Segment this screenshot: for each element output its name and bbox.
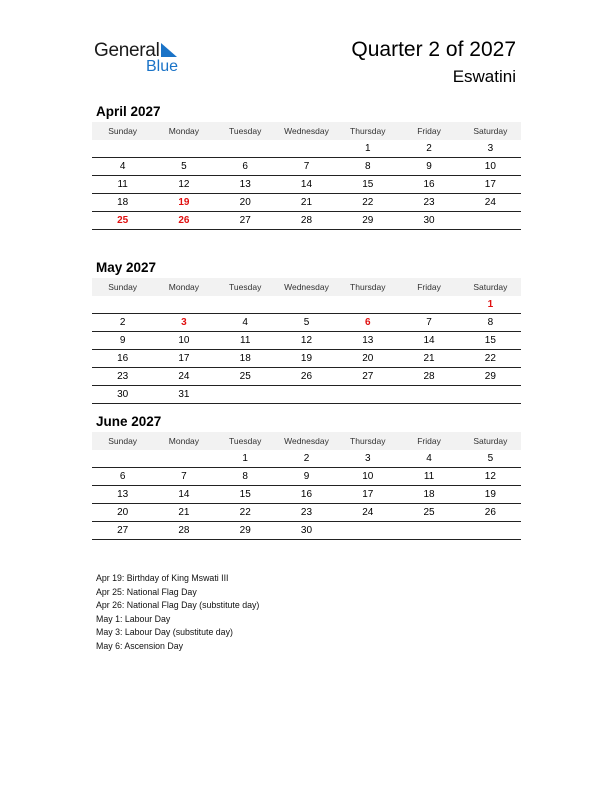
day-cell: 1: [460, 296, 521, 314]
day-cell: 20: [92, 504, 153, 522]
empty-day-cell: [337, 386, 398, 404]
week-row: [92, 314, 521, 332]
day-cell: 9: [398, 158, 459, 176]
day-cell: 25: [215, 368, 276, 386]
day-cell: 10: [153, 332, 214, 350]
day-cell: 18: [215, 350, 276, 368]
day-cell: 23: [92, 368, 153, 386]
weekday-header: Friday: [398, 278, 459, 296]
day-cell: 11: [92, 176, 153, 194]
day-cell: 22: [337, 194, 398, 212]
logo-triangle-icon: [161, 43, 177, 57]
empty-day-cell: [398, 386, 459, 404]
day-cell: 26: [276, 368, 337, 386]
empty-day-cell: [153, 140, 214, 158]
week-row: [92, 350, 521, 368]
empty-day-cell: [276, 386, 337, 404]
day-cell: 27: [337, 368, 398, 386]
logo-text-blue: Blue: [146, 58, 179, 75]
day-cell: 23: [276, 504, 337, 522]
day-cell: 22: [215, 504, 276, 522]
day-cell: 17: [460, 176, 521, 194]
weekday-header: Sunday: [92, 432, 153, 450]
country-name: Eswatini: [452, 67, 516, 86]
weekday-header: Saturday: [460, 122, 521, 140]
day-cell: 14: [398, 332, 459, 350]
day-cell: 12: [276, 332, 337, 350]
weekday-header: Sunday: [92, 278, 153, 296]
day-cell: 22: [460, 350, 521, 368]
week-row: [92, 296, 521, 314]
generalblue-logo: [94, 40, 194, 78]
weekday-header: Tuesday: [215, 432, 276, 450]
week-row: [92, 140, 521, 158]
day-cell: 30: [398, 212, 459, 230]
weekday-header: Saturday: [460, 278, 521, 296]
day-cell: 30: [276, 522, 337, 540]
empty-day-cell: [153, 450, 214, 468]
day-cell: 16: [398, 176, 459, 194]
empty-day-cell: [92, 296, 153, 314]
empty-day-cell: [92, 140, 153, 158]
day-cell: 12: [153, 176, 214, 194]
empty-day-cell: [337, 296, 398, 314]
empty-day-cell: [398, 296, 459, 314]
day-cell: 1: [337, 140, 398, 158]
weekday-header: Thursday: [337, 122, 398, 140]
day-cell: 5: [460, 450, 521, 468]
day-cell: 16: [276, 486, 337, 504]
weekday-header: Friday: [398, 432, 459, 450]
day-cell: 29: [215, 522, 276, 540]
day-cell: 20: [215, 194, 276, 212]
day-cell: 4: [398, 450, 459, 468]
day-cell: 13: [337, 332, 398, 350]
week-row: [92, 332, 521, 350]
day-cell: 6: [92, 468, 153, 486]
week-row: [92, 212, 521, 230]
empty-day-cell: [153, 296, 214, 314]
day-cell: 14: [153, 486, 214, 504]
day-cell: 30: [92, 386, 153, 404]
day-cell: 19: [153, 194, 214, 212]
day-cell: 14: [276, 176, 337, 194]
day-cell: 6: [337, 314, 398, 332]
holiday-note: Apr 19: Birthday of King Mswati III: [96, 573, 229, 583]
empty-day-cell: [215, 386, 276, 404]
day-cell: 7: [153, 468, 214, 486]
holiday-note: May 3: Labour Day (substitute day): [96, 627, 233, 637]
weekday-header: Thursday: [337, 432, 398, 450]
month-block-april: [92, 102, 521, 230]
day-cell: 29: [460, 368, 521, 386]
empty-day-cell: [460, 522, 521, 540]
day-cell: 24: [460, 194, 521, 212]
day-cell: 4: [92, 158, 153, 176]
day-cell: 3: [460, 140, 521, 158]
weekday-header: Thursday: [337, 278, 398, 296]
day-cell: 21: [398, 350, 459, 368]
weekday-header: Tuesday: [215, 122, 276, 140]
day-cell: 15: [215, 486, 276, 504]
weekday-header: Sunday: [92, 122, 153, 140]
holiday-notes: [96, 572, 259, 653]
day-cell: 18: [398, 486, 459, 504]
week-row: [92, 504, 521, 522]
day-cell: 26: [460, 504, 521, 522]
day-cell: 17: [153, 350, 214, 368]
month-calendar-table: [92, 278, 521, 404]
day-cell: 3: [337, 450, 398, 468]
day-cell: 31: [153, 386, 214, 404]
day-cell: 28: [153, 522, 214, 540]
week-row: [92, 368, 521, 386]
weekday-header: Friday: [398, 122, 459, 140]
day-cell: 17: [337, 486, 398, 504]
empty-day-cell: [460, 212, 521, 230]
day-cell: 24: [153, 368, 214, 386]
week-row: [92, 158, 521, 176]
month-title: April 2027: [96, 104, 161, 119]
holiday-note: Apr 26: National Flag Day (substitute day): [96, 600, 260, 610]
day-cell: 11: [398, 468, 459, 486]
day-cell: 7: [398, 314, 459, 332]
day-cell: 24: [337, 504, 398, 522]
week-row: [92, 194, 521, 212]
day-cell: 12: [460, 468, 521, 486]
day-cell: 8: [460, 314, 521, 332]
weekday-header: Tuesday: [215, 278, 276, 296]
month-block-may: [92, 258, 521, 404]
day-cell: 2: [398, 140, 459, 158]
day-cell: 25: [398, 504, 459, 522]
day-cell: 13: [215, 176, 276, 194]
day-cell: 2: [276, 450, 337, 468]
day-cell: 3: [153, 314, 214, 332]
empty-day-cell: [398, 522, 459, 540]
holiday-note: Apr 25: National Flag Day: [96, 586, 197, 597]
empty-day-cell: [276, 140, 337, 158]
holiday-note: May 6: Ascension Day: [96, 640, 184, 651]
week-row: [92, 468, 521, 486]
day-cell: 1: [215, 450, 276, 468]
empty-day-cell: [460, 386, 521, 404]
week-row: [92, 486, 521, 504]
weekday-header-row: [92, 278, 521, 296]
holiday-note: May 1: Labour Day: [96, 613, 171, 624]
month-block-june: [92, 412, 521, 540]
day-cell: 9: [92, 332, 153, 350]
day-cell: 2: [92, 314, 153, 332]
weekday-header-row: [92, 432, 521, 450]
week-row: [92, 176, 521, 194]
empty-day-cell: [276, 296, 337, 314]
day-cell: 16: [92, 350, 153, 368]
empty-day-cell: [337, 522, 398, 540]
weekday-header: Monday: [153, 278, 214, 296]
page-title: Quarter 2 of 2027: [351, 38, 516, 61]
day-cell: 8: [215, 468, 276, 486]
day-cell: 19: [276, 350, 337, 368]
day-cell: 5: [276, 314, 337, 332]
logo-text-general: General: [94, 40, 160, 61]
day-cell: 21: [276, 194, 337, 212]
day-cell: 21: [153, 504, 214, 522]
day-cell: 28: [398, 368, 459, 386]
day-cell: 26: [153, 212, 214, 230]
day-cell: 10: [337, 468, 398, 486]
empty-day-cell: [215, 296, 276, 314]
day-cell: 6: [215, 158, 276, 176]
day-cell: 7: [276, 158, 337, 176]
day-cell: 8: [337, 158, 398, 176]
day-cell: 28: [276, 212, 337, 230]
empty-day-cell: [92, 450, 153, 468]
weekday-header-row: [92, 122, 521, 140]
weekday-header: Saturday: [460, 432, 521, 450]
empty-day-cell: [215, 140, 276, 158]
weekday-header: Wednesday: [276, 122, 337, 140]
week-row: [92, 450, 521, 468]
day-cell: 29: [337, 212, 398, 230]
weekday-header: Monday: [153, 122, 214, 140]
week-row: [92, 386, 521, 404]
day-cell: 9: [276, 468, 337, 486]
weekday-header: Wednesday: [276, 432, 337, 450]
week-row: [92, 522, 521, 540]
day-cell: 19: [460, 486, 521, 504]
month-title: May 2027: [96, 260, 157, 275]
day-cell: 11: [215, 332, 276, 350]
day-cell: 25: [92, 212, 153, 230]
day-cell: 10: [460, 158, 521, 176]
month-title: June 2027: [96, 414, 162, 429]
day-cell: 13: [92, 486, 153, 504]
day-cell: 5: [153, 158, 214, 176]
day-cell: 27: [92, 522, 153, 540]
month-calendar-table: [92, 432, 521, 540]
day-cell: 15: [460, 332, 521, 350]
weekday-header: Monday: [153, 432, 214, 450]
day-cell: 15: [337, 176, 398, 194]
day-cell: 4: [215, 314, 276, 332]
month-calendar-table: [92, 122, 521, 230]
weekday-header: Wednesday: [276, 278, 337, 296]
day-cell: 23: [398, 194, 459, 212]
day-cell: 20: [337, 350, 398, 368]
day-cell: 27: [215, 212, 276, 230]
day-cell: 18: [92, 194, 153, 212]
